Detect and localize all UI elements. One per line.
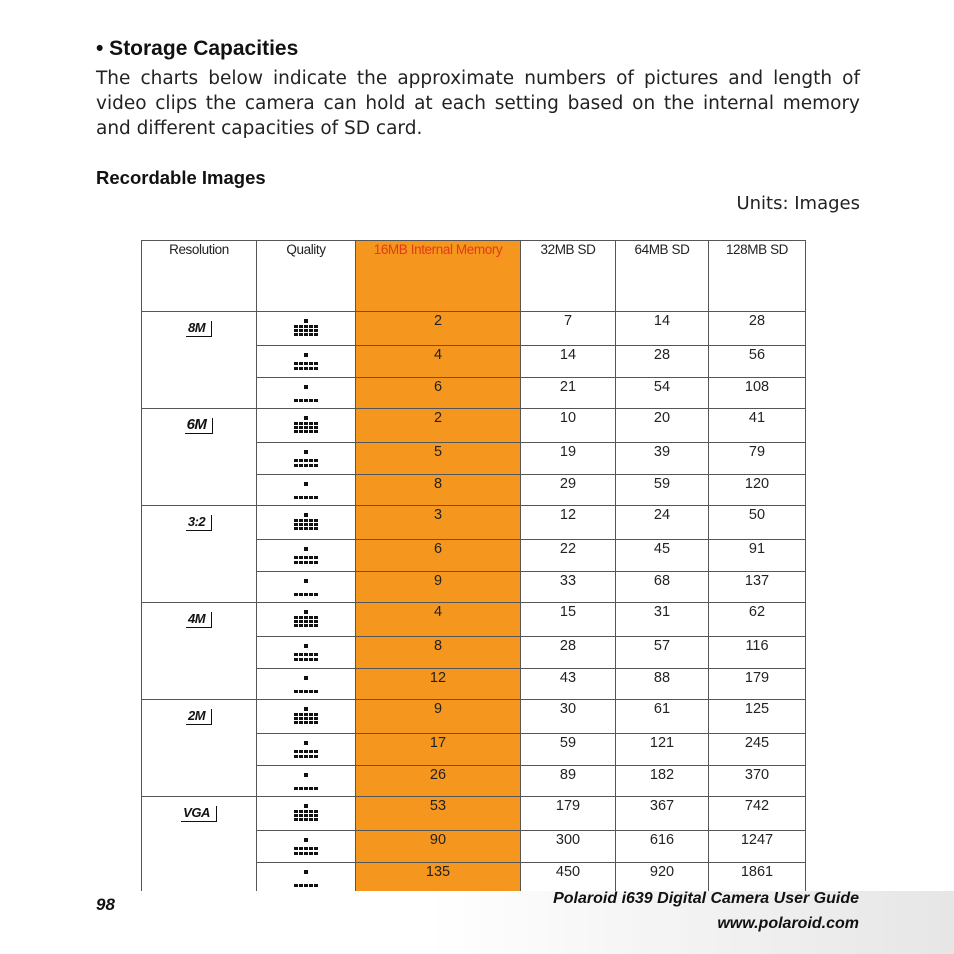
col-header-internal-memory: 16MB Internal Memory — [356, 241, 521, 312]
economy-quality-icon — [293, 772, 319, 796]
normal-quality-icon — [293, 449, 319, 473]
fine-quality-icon — [293, 609, 319, 633]
col-header-128mb-sd: 128MB SD — [709, 241, 806, 312]
units-label: Units: Images — [736, 193, 860, 214]
col-header-64mb-sd: 64MB SD — [616, 241, 709, 312]
cell-32mb-sd: 450 — [521, 863, 616, 894]
cell-128mb-sd: 116 — [709, 637, 806, 669]
cell-32mb-sd: 179 — [521, 797, 616, 831]
quality-cell — [257, 603, 356, 637]
table-row — [142, 797, 806, 831]
economy-quality-icon — [293, 384, 319, 408]
resolution-icon: 8M — [186, 321, 212, 337]
quality-cell — [257, 797, 356, 831]
cell-32mb-sd: 22 — [521, 540, 616, 572]
quality-cell — [257, 409, 356, 443]
quality-cell — [257, 831, 356, 863]
quality-cell — [257, 312, 356, 346]
resolution-icon: 2M — [186, 709, 212, 725]
resolution-cell — [142, 409, 257, 506]
cell-32mb-sd: 29 — [521, 475, 616, 506]
cell-internal-memory: 2 — [356, 312, 521, 346]
cell-128mb-sd: 91 — [709, 540, 806, 572]
table-row — [142, 409, 806, 443]
cell-internal-memory: 8 — [356, 637, 521, 669]
cell-128mb-sd: 108 — [709, 378, 806, 409]
cell-internal-memory: 9 — [356, 700, 521, 734]
cell-64mb-sd: 45 — [616, 540, 709, 572]
cell-64mb-sd: 59 — [616, 475, 709, 506]
quality-cell — [257, 346, 356, 378]
fine-quality-icon — [293, 706, 319, 730]
quality-cell — [257, 766, 356, 797]
cell-internal-memory: 26 — [356, 766, 521, 797]
cell-32mb-sd: 21 — [521, 378, 616, 409]
cell-128mb-sd: 1247 — [709, 831, 806, 863]
table-row — [142, 506, 806, 540]
quality-cell — [257, 669, 356, 700]
quality-cell — [257, 572, 356, 603]
cell-32mb-sd: 43 — [521, 669, 616, 700]
cell-64mb-sd: 57 — [616, 637, 709, 669]
resolution-cell — [142, 797, 257, 894]
resolution-cell — [142, 506, 257, 603]
cell-32mb-sd: 300 — [521, 831, 616, 863]
cell-internal-memory: 2 — [356, 409, 521, 443]
cell-64mb-sd: 121 — [616, 734, 709, 766]
quality-cell — [257, 540, 356, 572]
cell-128mb-sd: 50 — [709, 506, 806, 540]
quality-cell — [257, 734, 356, 766]
cell-internal-memory: 4 — [356, 603, 521, 637]
quality-cell — [257, 475, 356, 506]
cell-internal-memory: 5 — [356, 443, 521, 475]
cell-32mb-sd: 10 — [521, 409, 616, 443]
cell-128mb-sd: 125 — [709, 700, 806, 734]
cell-32mb-sd: 15 — [521, 603, 616, 637]
quality-cell — [257, 378, 356, 409]
normal-quality-icon — [293, 643, 319, 667]
normal-quality-icon — [293, 352, 319, 376]
page-number: 98 — [96, 895, 115, 914]
cell-128mb-sd: 79 — [709, 443, 806, 475]
cell-32mb-sd: 12 — [521, 506, 616, 540]
cell-128mb-sd: 120 — [709, 475, 806, 506]
cell-64mb-sd: 54 — [616, 378, 709, 409]
cell-64mb-sd: 39 — [616, 443, 709, 475]
cell-128mb-sd: 41 — [709, 409, 806, 443]
economy-quality-icon — [293, 869, 319, 893]
cell-64mb-sd: 20 — [616, 409, 709, 443]
fine-quality-icon — [293, 415, 319, 439]
cell-64mb-sd: 68 — [616, 572, 709, 603]
fine-quality-icon — [293, 318, 319, 342]
cell-64mb-sd: 24 — [616, 506, 709, 540]
cell-internal-memory: 12 — [356, 669, 521, 700]
resolution-cell — [142, 312, 257, 409]
economy-quality-icon — [293, 578, 319, 602]
cell-64mb-sd: 88 — [616, 669, 709, 700]
fine-quality-icon — [293, 803, 319, 827]
cell-internal-memory: 90 — [356, 831, 521, 863]
cell-32mb-sd: 14 — [521, 346, 616, 378]
cell-128mb-sd: 1861 — [709, 863, 806, 894]
cell-64mb-sd: 61 — [616, 700, 709, 734]
cell-32mb-sd: 33 — [521, 572, 616, 603]
cell-128mb-sd: 370 — [709, 766, 806, 797]
quality-cell — [257, 443, 356, 475]
quality-cell — [257, 700, 356, 734]
quality-cell — [257, 863, 356, 894]
cell-32mb-sd: 28 — [521, 637, 616, 669]
cell-64mb-sd: 28 — [616, 346, 709, 378]
cell-internal-memory: 17 — [356, 734, 521, 766]
economy-quality-icon — [293, 481, 319, 505]
storage-capacity-table — [141, 240, 806, 894]
cell-64mb-sd: 920 — [616, 863, 709, 894]
resolution-icon: 3:2 — [186, 515, 212, 531]
guide-title: Polaroid i639 Digital Camera User Guide — [553, 890, 859, 907]
quality-cell — [257, 637, 356, 669]
cell-128mb-sd: 28 — [709, 312, 806, 346]
cell-internal-memory: 6 — [356, 540, 521, 572]
cell-internal-memory: 4 — [356, 346, 521, 378]
economy-quality-icon — [293, 675, 319, 699]
subsection-heading: Recordable Images — [96, 167, 266, 188]
table-row — [142, 603, 806, 637]
normal-quality-icon — [293, 546, 319, 570]
resolution-cell — [142, 603, 257, 700]
cell-64mb-sd: 616 — [616, 831, 709, 863]
resolution-icon: 6M — [185, 418, 214, 434]
cell-64mb-sd: 14 — [616, 312, 709, 346]
cell-internal-memory: 135 — [356, 863, 521, 894]
cell-32mb-sd: 19 — [521, 443, 616, 475]
resolution-cell — [142, 700, 257, 797]
cell-32mb-sd: 89 — [521, 766, 616, 797]
table-row — [142, 700, 806, 734]
table-row — [142, 312, 806, 346]
guide-url: www.polaroid.com — [717, 915, 859, 932]
section-heading: • Storage Capacities — [96, 37, 299, 60]
cell-32mb-sd: 7 — [521, 312, 616, 346]
cell-64mb-sd: 182 — [616, 766, 709, 797]
cell-internal-memory: 53 — [356, 797, 521, 831]
col-header-32mb-sd: 32MB SD — [521, 241, 616, 312]
quality-cell — [257, 506, 356, 540]
cell-128mb-sd: 179 — [709, 669, 806, 700]
col-header-resolution: Resolution — [142, 241, 257, 312]
cell-128mb-sd: 62 — [709, 603, 806, 637]
cell-128mb-sd: 137 — [709, 572, 806, 603]
cell-internal-memory: 9 — [356, 572, 521, 603]
cell-internal-memory: 3 — [356, 506, 521, 540]
normal-quality-icon — [293, 837, 319, 861]
intro-paragraph: The charts below indicate the approximate numbers of pictures and length of video clips the camera can hold at each setting based on the internal memory and different capacities of SD card. — [96, 68, 860, 139]
col-header-quality: Quality — [257, 241, 356, 312]
cell-128mb-sd: 742 — [709, 797, 806, 831]
fine-quality-icon — [293, 512, 319, 536]
resolution-icon: 4M — [186, 612, 212, 628]
resolution-icon: VGA — [181, 806, 217, 822]
cell-32mb-sd: 59 — [521, 734, 616, 766]
cell-128mb-sd: 245 — [709, 734, 806, 766]
cell-64mb-sd: 31 — [616, 603, 709, 637]
normal-quality-icon — [293, 740, 319, 764]
cell-internal-memory: 8 — [356, 475, 521, 506]
cell-32mb-sd: 30 — [521, 700, 616, 734]
cell-64mb-sd: 367 — [616, 797, 709, 831]
cell-internal-memory: 6 — [356, 378, 521, 409]
cell-128mb-sd: 56 — [709, 346, 806, 378]
